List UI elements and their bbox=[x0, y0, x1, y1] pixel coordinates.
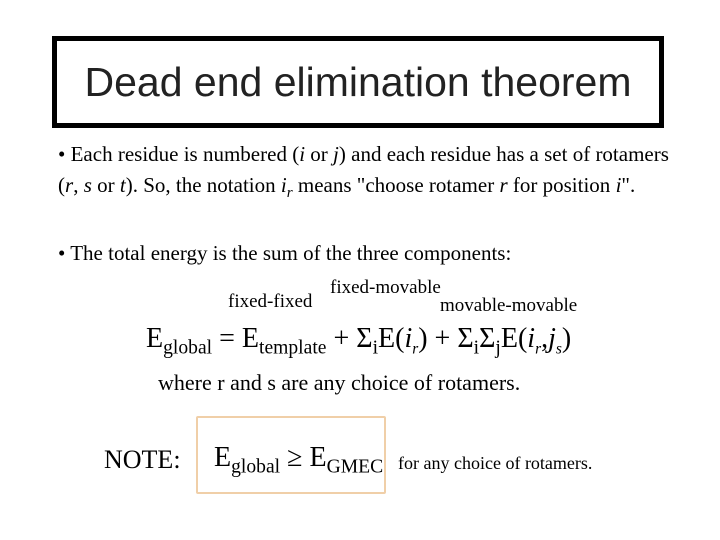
bullet-text-part: Each residue is numbered ( bbox=[70, 142, 300, 166]
bullet-text-part: or bbox=[91, 173, 120, 197]
label-fixed-fixed: fixed-fixed bbox=[228, 291, 313, 312]
bullet-text-part: means "choose rotamer bbox=[292, 173, 500, 197]
math-var-i: i bbox=[615, 173, 622, 197]
eq-subscript: r bbox=[535, 340, 542, 358]
eq-var: i bbox=[527, 323, 536, 354]
label-fixed-movable: fixed-movable bbox=[330, 277, 441, 298]
eq-symbol: ) + Σ bbox=[418, 323, 474, 354]
eq-symbol: + Σ bbox=[326, 323, 373, 354]
math-var-r: r bbox=[499, 173, 508, 197]
math-var-r: r bbox=[65, 173, 74, 197]
eq-subscript: GMEC bbox=[326, 456, 384, 478]
title-frame bbox=[52, 36, 664, 128]
note-tail-text: for any choice of rotamers. bbox=[398, 453, 593, 473]
bullet-text: The total energy is the sum of the three components: bbox=[70, 241, 512, 265]
label-movable-movable: movable-movable bbox=[440, 295, 578, 316]
eq-subscript: global bbox=[163, 337, 213, 359]
bullet-text-part: or bbox=[305, 142, 334, 166]
bullet-total-energy bbox=[58, 238, 678, 269]
energy-equation bbox=[146, 325, 571, 358]
eq-var: j bbox=[548, 323, 556, 354]
note-label: NOTE: bbox=[104, 445, 181, 474]
eq-symbol: E bbox=[146, 323, 164, 354]
eq-subscript: r bbox=[412, 340, 419, 358]
eq-subscript: template bbox=[259, 337, 327, 359]
eq-symbol: E bbox=[214, 442, 232, 473]
bullet-text-part: for position bbox=[507, 173, 616, 197]
eq-symbol: Σ bbox=[479, 323, 496, 354]
eq-symbol: E( bbox=[500, 323, 528, 354]
bullet-text-part: ) and each residue has a set of rotamers ( bbox=[58, 142, 669, 197]
eq-symbol: = E bbox=[212, 323, 259, 354]
bullet-marker: • bbox=[58, 241, 66, 265]
eq-symbol: ) bbox=[561, 323, 572, 354]
bullet-text-part: ). So, the notation bbox=[125, 173, 281, 197]
bullet-residues bbox=[58, 139, 678, 209]
math-var-i: i bbox=[299, 142, 306, 166]
bullet-text-part: , bbox=[73, 173, 84, 197]
eq-subscript: i bbox=[473, 337, 480, 359]
where-note: where r and s are any choice of rotamers. bbox=[158, 370, 521, 395]
eq-subscript: global bbox=[231, 456, 281, 478]
math-var-i: i bbox=[280, 173, 287, 197]
math-sub-r: r bbox=[286, 184, 293, 201]
eq-symbol: ≥ E bbox=[280, 442, 327, 473]
eq-subscript: i bbox=[372, 337, 379, 359]
gmec-inequality bbox=[214, 444, 383, 477]
page-title: Dead end elimination theorem bbox=[84, 58, 632, 105]
math-var-t: t bbox=[119, 173, 126, 197]
math-var-s: s bbox=[83, 173, 92, 197]
math-var-j: j bbox=[333, 142, 339, 166]
eq-symbol: , bbox=[541, 323, 549, 354]
eq-symbol: E( bbox=[378, 323, 405, 354]
bullet-text-part: ". bbox=[621, 173, 636, 197]
eq-var: i bbox=[404, 323, 413, 354]
bullet-marker: • bbox=[58, 142, 66, 166]
eq-subscript: s bbox=[555, 340, 562, 358]
eq-subscript: j bbox=[495, 337, 501, 359]
